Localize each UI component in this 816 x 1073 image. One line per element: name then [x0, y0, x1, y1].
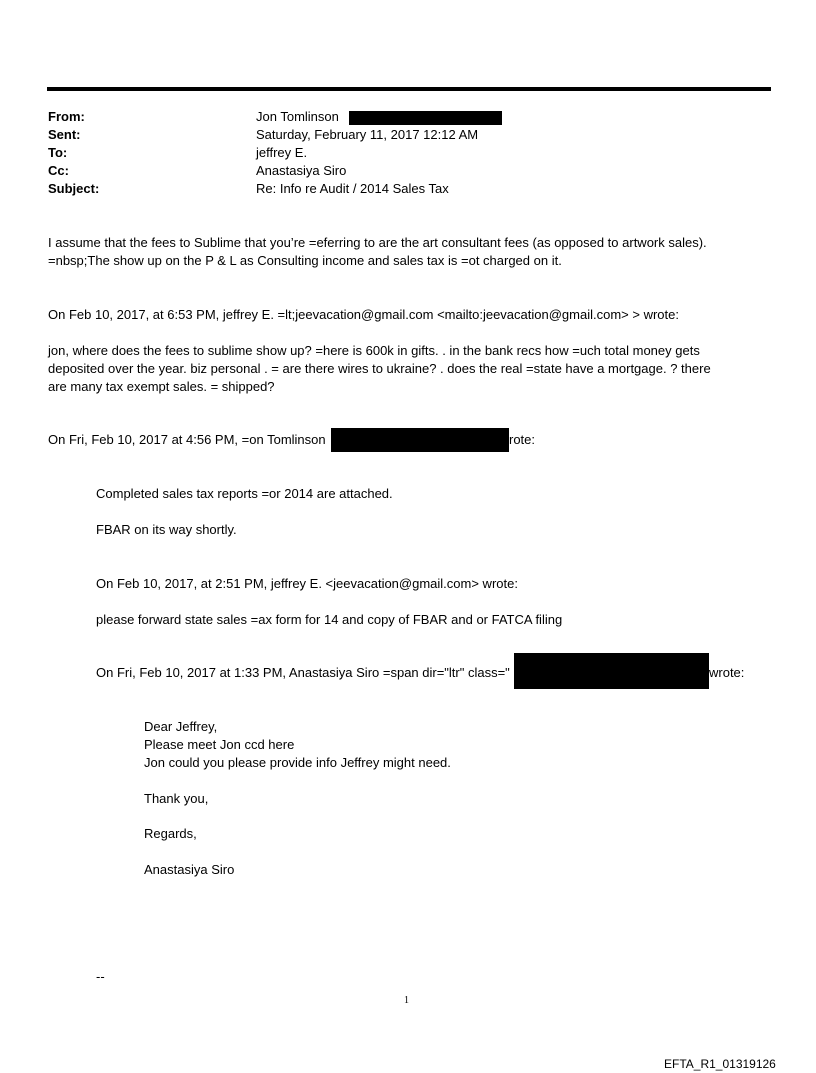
redaction-box [349, 111, 502, 125]
page-number: 1 [404, 995, 409, 1006]
redaction-box [514, 653, 709, 689]
to-value: jeffrey E. [256, 145, 308, 160]
letter-signature: Anastasiya Siro [144, 862, 235, 877]
sent-label: Sent: [48, 127, 81, 142]
letter-greeting: Dear Jeffrey, [144, 719, 218, 734]
quote-2-line-2: FBAR on its way shortly. [96, 522, 237, 537]
subject-value: Re: Info re Audit / 2014 Sales Tax [256, 181, 449, 196]
quote-4-header-end: wrote: [709, 665, 745, 680]
quote-2-line-1: Completed sales tax reports =or 2014 are attached. [96, 486, 393, 501]
signature-separator: -- [96, 969, 105, 984]
to-label: To: [48, 145, 68, 160]
letter-line-2: Jon could you please provide info Jeffrey might need. [144, 755, 451, 770]
redaction-box [331, 428, 509, 452]
subject-label: Subject: [48, 181, 100, 196]
sent-value: Saturday, February 11, 2017 12:12 AM [256, 127, 479, 142]
quote-1-header: On Feb 10, 2017, at 6:53 PM, jeffrey E. =lt;jeevacation@gmail.com <mailto:jeevacation@gmail.com> > wrote: [48, 307, 679, 322]
quote-3-header: On Feb 10, 2017, at 2:51 PM, jeffrey E. <jeevacation@gmail.com> wrote: [96, 576, 518, 591]
quote-3-line-1: please forward state sales =ax form for 14 and copy of FBAR and or FATCA filing [96, 612, 563, 627]
cc-label: Cc: [48, 163, 69, 178]
cc-value: Anastasiya Siro [256, 163, 347, 178]
document-id: EFTA_R1_01319126 [664, 1057, 776, 1071]
header-rule [47, 87, 771, 91]
from-value: Jon Tomlinson [256, 109, 339, 124]
letter-thanks: Thank you, [144, 791, 209, 806]
letter-line-1: Please meet Jon ccd here [144, 737, 295, 752]
quote-2-header-end: rote: [509, 432, 536, 447]
quote-1-line-3: are many tax exempt sales. = shipped? [48, 379, 275, 394]
from-label: From: [48, 109, 85, 124]
letter-regards: Regards, [144, 826, 197, 841]
reply-line-2: =nbsp;The show up on the P & L as Consulting income and sales tax is =ot charged on it. [48, 253, 562, 268]
quote-1-line-2: deposited over the year. biz personal . = are there wires to ukraine? . does the real =state have a mortgage. ? there [48, 361, 711, 376]
quote-4-header-start: On Fri, Feb 10, 2017 at 1:33 PM, Anastasiya Siro =span dir="ltr" class=" [96, 665, 510, 680]
quote-2-header-start: On Fri, Feb 10, 2017 at 4:56 PM, =on Tomlinson [48, 432, 326, 447]
reply-line-1: I assume that the fees to Sublime that you’re =eferring to are the art consultant fees (as opposed to artwork sales). [48, 235, 707, 250]
quote-1-line-1: jon, where does the fees to sublime show up? =here is 600k in gifts. . in the bank recs how =uch total money gets [48, 343, 700, 358]
